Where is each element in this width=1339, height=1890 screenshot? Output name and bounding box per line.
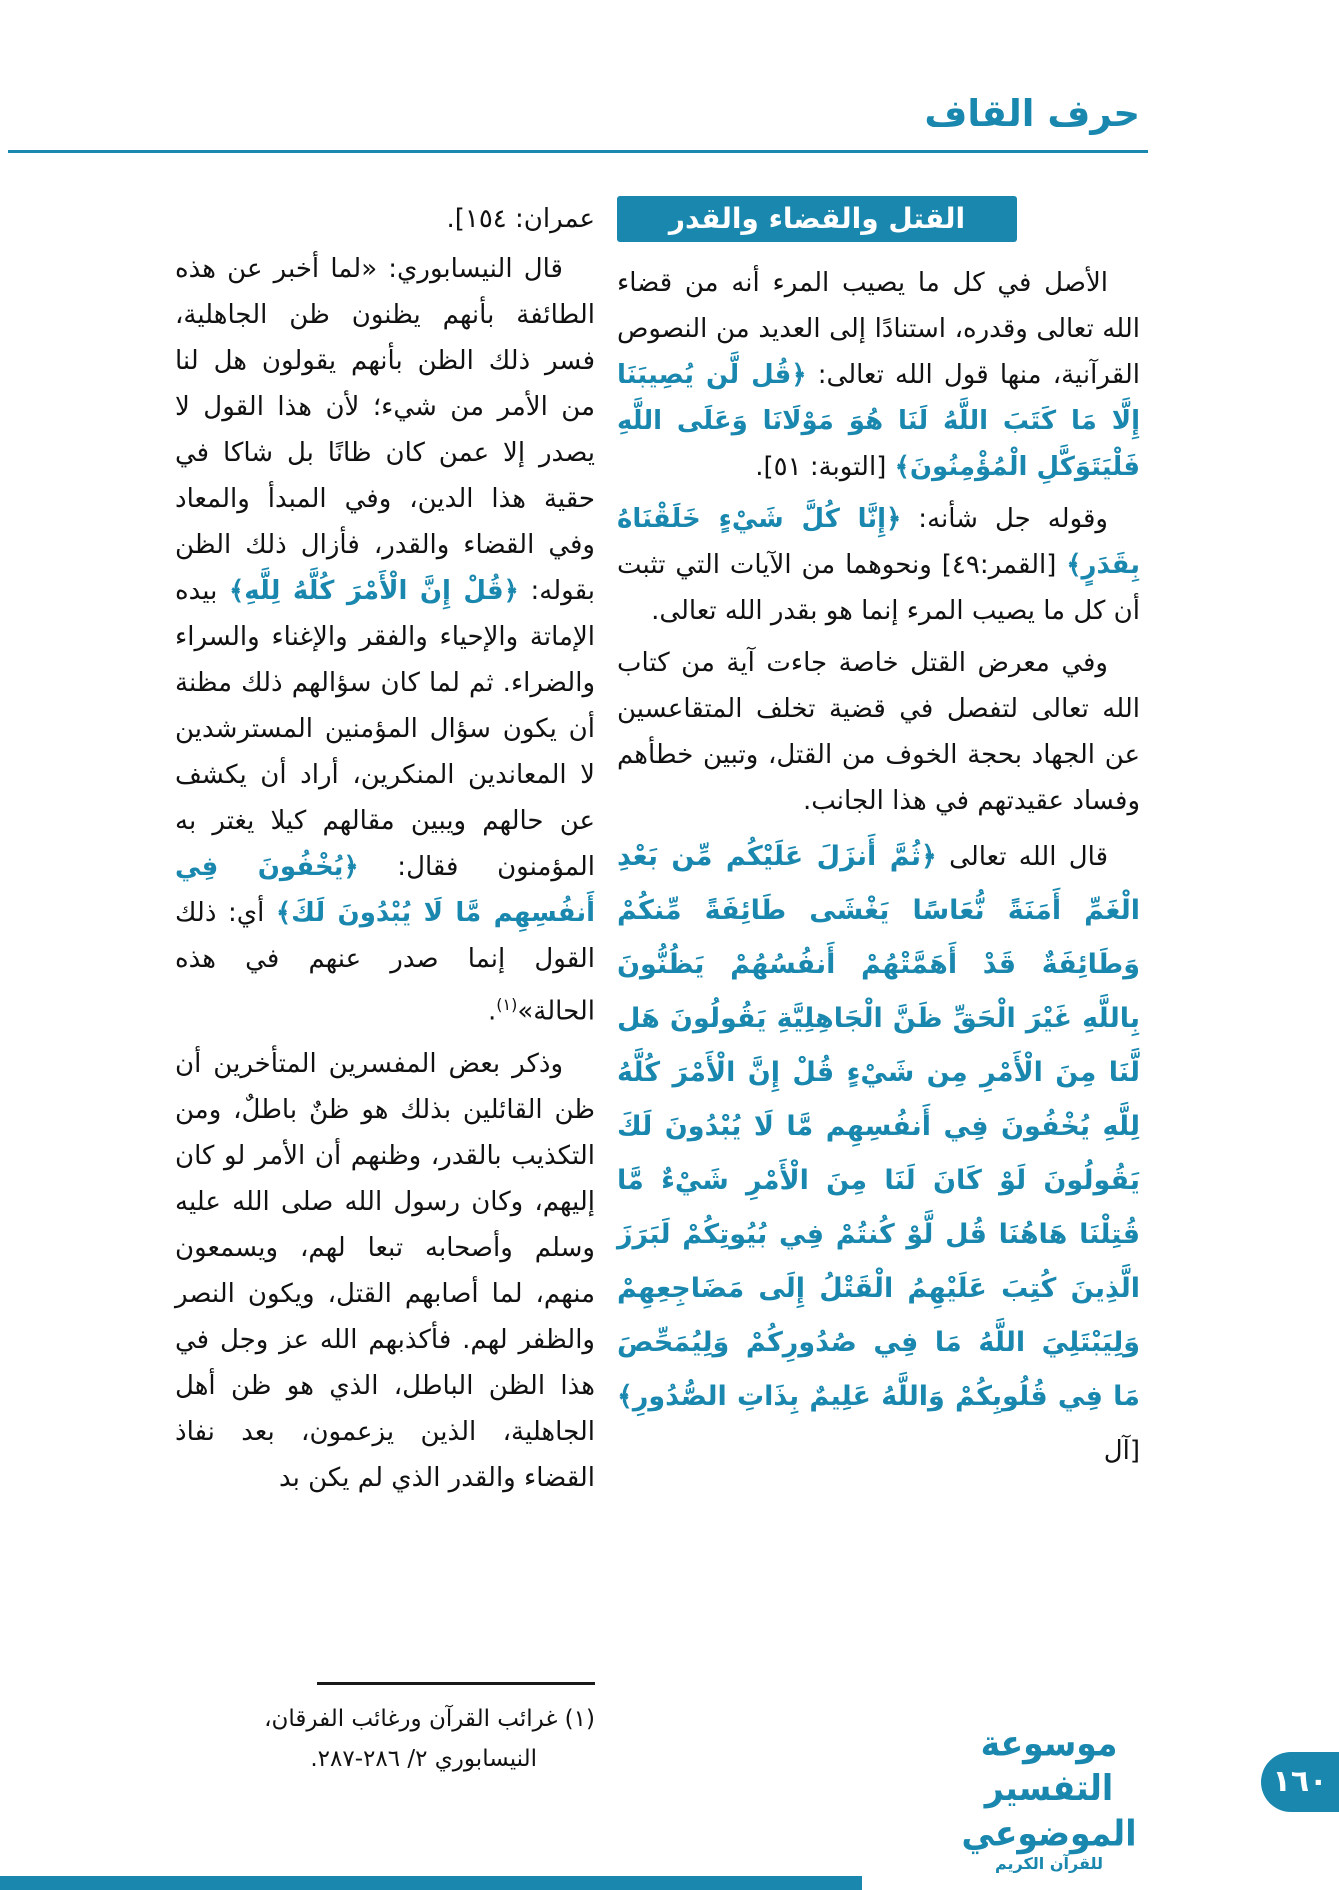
section-title-text: القتل والقضاء والقدر	[668, 202, 966, 235]
chapter-letter-heading: حرف القاف	[924, 92, 1140, 135]
body-text: وذكر بعض المفسرين المتأخرين أن ظن القائلين بذلك هو ظنٌ باطلٌ، ومن التكذيب بالقدر، وظنهم أن الأمر لو كان إليهم، وكان رسول الله صلى الله عليه وسلم وأصحابه تبعا لهم، ويسمعون منهم، لما أصابهم القتل، ويكون النصر والظفر لهم. فأكذبهم الله عز وجل في هذا الظن الباطل، الذي هو ظن أهل الجاهلية، الذين يزعمون، بعد نفاذ القضاء والقدر الذي لم يكن بد	[175, 1048, 595, 1493]
body-text: .	[488, 996, 497, 1027]
footnote-text: (١) غرائب القرآن ورغائب الفرقان، النيسابوري ٢/ ٢٨٦-٢٨٧.	[264, 1706, 595, 1772]
quran-quote: ﴿إِنَّا كُلَّ شَيْءٍ خَلَقْنَاهُ بِقَدَرٍ﴾	[617, 504, 1140, 580]
body-text: الأصل في كل ما يصيب المرء أنه من قضاء الله تعالى وقدره، استنادًا إلى العديد من النصوص القرآنية، منها قول الله تعالى:	[617, 268, 1141, 390]
page-number: ١٦٠	[1272, 1764, 1328, 1799]
footnote-marker: (١)	[496, 995, 518, 1014]
section-title-box	[617, 196, 1017, 242]
body-text: وفي معرض القتل خاصة جاءت آية من كتاب الله تعالى لتفصل في قضية تخلف المتقاعسين عن الجهاد بحجة الخوف من القتل، وتبين خطأهم وفساد عقيدتهم في هذا الجانب.	[617, 648, 1140, 816]
context-paragraph	[617, 640, 1140, 824]
quran-quote: ﴿قُل لَّن يُصِيبَنَا إِلَّا مَا كَتَبَ اللَّهُ لَنَا هُوَ مَوْلَانَا وَعَلَى اللَّهِ فَلْيَتَوَكَّلِ الْمُؤْمِنُونَ﴾	[617, 360, 1140, 482]
publisher-logo	[919, 1722, 1179, 1873]
quran-quote: ﴿ثُمَّ أَنزَلَ عَلَيْكُم مِّن بَعْدِ الْغَمِّ أَمَنَةً نُّعَاسًا يَغْشَى طَائِفَةً مِّنكُمْ وَطَائِفَةٌ قَدْ أَهَمَّتْهُمْ أَنفُسُهُمْ يَظُنُّونَ بِاللَّهِ غَيْرَ الْحَقِّ ظَنَّ الْجَاهِلِيَّةِ يَقُولُونَ هَل لَّنَا مِنَ الْأَمْرِ مِن شَيْءٍ قُلْ إِنَّ الْأَمْرَ كُلَّهُ لِلَّهِ يُخْفُونَ فِي أَنفُسِهِم مَّا لَا يُبْدُونَ لَكَ يَقُولُونَ لَوْ كَانَ لَنَا مِنَ الْأَمْرِ شَيْءٌ مَّا قُتِلْنَا هَاهُنَا قُل لَّوْ كُنتُمْ فِي بُيُوتِكُمْ لَبَرَزَ الَّذِينَ كُتِبَ عَلَيْهِمُ الْقَتْلُ إِلَى مَضَاجِعِهِمْ وَلِيَبْتَلِيَ اللَّهُ مَا فِي صُدُورِكُمْ وَلِيُمَحِّصَ مَا فِي قُلُوبِكُمْ وَاللَّهُ عَلِيمٌ بِذَاتِ الصُّدُورِ﴾	[617, 841, 1140, 1412]
footnote-rule	[317, 1682, 595, 1685]
publisher-logo-title: موسوعة التفسير الموضوعي	[961, 1722, 1137, 1854]
header-rule	[8, 150, 1148, 153]
later-commentators-paragraph	[175, 1041, 595, 1501]
body-text: وقوله جل شأنه:	[901, 504, 1108, 534]
left-column	[175, 196, 595, 1507]
quran-quote: ﴿قُلْ إِنَّ الْأَمْرَ كُلَّهُ لِلَّهِ﴾	[229, 576, 519, 606]
nisaburi-quote-paragraph	[175, 246, 595, 1035]
body-text: قال الله تعالى	[936, 842, 1108, 872]
left-column-body	[175, 196, 595, 1501]
intro-paragraph	[617, 260, 1140, 490]
bottom-accent-bar	[0, 1876, 862, 1890]
publisher-logo-subtitle: للقرآن الكريم	[994, 1853, 1104, 1873]
qadar-verse-paragraph	[617, 496, 1140, 634]
verse-reference: [آل	[1103, 1436, 1140, 1466]
quran-quote: ﴿يُخْفُونَ فِي أَنفُسِهِم مَّا لَا يُبْدُونَ لَكَ﴾	[175, 852, 595, 928]
aal-imran-verse-paragraph	[617, 830, 1140, 1478]
right-column	[617, 196, 1140, 1484]
verse-reference-continuation	[175, 196, 595, 242]
verse-reference: [القمر:٤٩]	[941, 550, 1067, 580]
body-text: قال النيسابوري: «لما أخبر عن هذه الطائفة بأنهم يظنون ظن الجاهلية، فسر ذلك الظن بأنهم يقولون هل لنا من الأمر من شيء؛ لأن هذا القول لا يصدر إلا عمن كان ظانًا بل شاكا في حقية هذا الدين، وفي المبدأ والمعاد وفي القضاء والقدر، فأزال ذلك الظن بقوله:	[175, 254, 595, 606]
right-column-body	[617, 260, 1140, 1478]
verse-reference: عمران: ١٥٤].	[446, 204, 595, 234]
body-text: ونحوهما من الآيات التي تثبت أن كل ما يصيب المرء إنما هو بقدر الله تعالى.	[617, 550, 1140, 626]
body-text: بيده الإماتة والإحياء والفقر والإغناء والسراء والضراء. ثم لما كان سؤالهم ذلك مظنة أن يكون سؤال المؤمنين المسترشدين لا المعاندين المنكرين، أراد أن يكشف عن حالهم ويبين مقالهم كيلا يغتر به المؤمنون فقال:	[175, 576, 595, 882]
verse-reference: [التوبة: ٥١].	[755, 452, 895, 482]
body-text: أي: ذلك القول إنما صدر عنهم في هذه الحالة»	[175, 898, 595, 1027]
footnote-block	[175, 1682, 595, 1779]
page-number-badge	[1261, 1752, 1339, 1812]
